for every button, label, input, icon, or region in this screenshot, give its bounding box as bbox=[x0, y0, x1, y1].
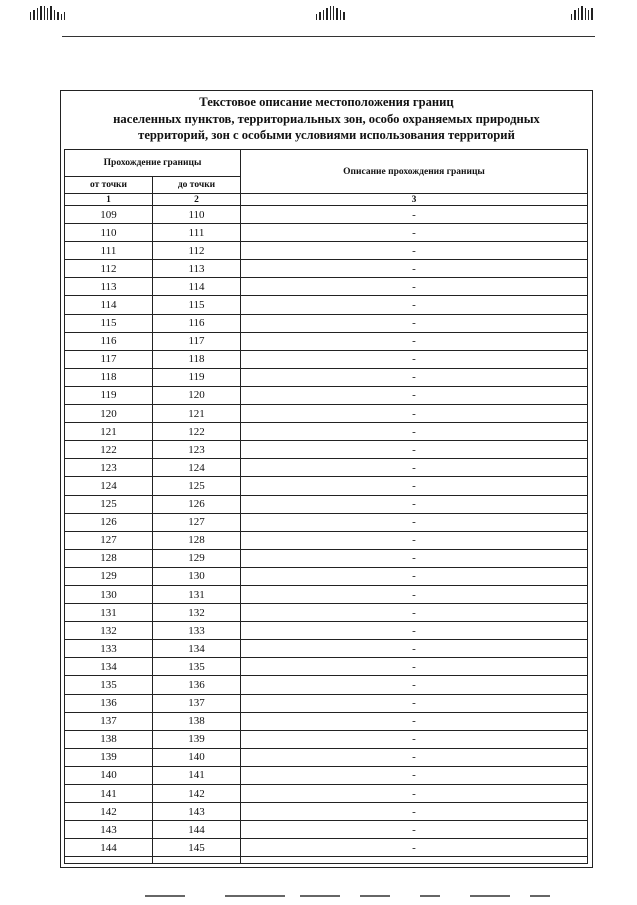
from-point-cell: 124 bbox=[65, 477, 153, 495]
description-cell: - bbox=[241, 567, 588, 585]
table-row bbox=[65, 459, 588, 477]
table-row bbox=[65, 386, 588, 404]
to-point-cell: 111 bbox=[153, 224, 241, 242]
from-point-cell: 138 bbox=[65, 730, 153, 748]
from-point-cell: 137 bbox=[65, 712, 153, 730]
to-point-cell: 138 bbox=[153, 712, 241, 730]
to-point-cell: 129 bbox=[153, 549, 241, 567]
from-point-cell: 119 bbox=[65, 386, 153, 404]
table-row bbox=[65, 785, 588, 803]
column-number-row bbox=[65, 194, 588, 206]
to-point-cell: 113 bbox=[153, 260, 241, 278]
description-cell: - bbox=[241, 712, 588, 730]
table-row bbox=[65, 224, 588, 242]
table-row bbox=[65, 748, 588, 766]
to-point-cell: 118 bbox=[153, 350, 241, 368]
from-point-cell: 134 bbox=[65, 658, 153, 676]
description-cell: - bbox=[241, 350, 588, 368]
description-cell: - bbox=[241, 386, 588, 404]
boundary-table bbox=[64, 149, 588, 864]
table-row bbox=[65, 694, 588, 712]
from-point-cell: 123 bbox=[65, 459, 153, 477]
table-row bbox=[65, 821, 588, 839]
to-point-cell: 141 bbox=[153, 766, 241, 784]
empty-cell bbox=[65, 857, 153, 864]
to-point-cell: 132 bbox=[153, 604, 241, 622]
document-frame bbox=[60, 90, 593, 868]
description-cell: - bbox=[241, 278, 588, 296]
table-row bbox=[65, 296, 588, 314]
description-cell: - bbox=[241, 766, 588, 784]
to-point-cell: 116 bbox=[153, 314, 241, 332]
table-row bbox=[65, 477, 588, 495]
from-point-cell: 121 bbox=[65, 423, 153, 441]
description-cell: - bbox=[241, 495, 588, 513]
to-point-cell: 130 bbox=[153, 567, 241, 585]
from-point-cell: 128 bbox=[65, 549, 153, 567]
from-point-cell: 109 bbox=[65, 206, 153, 224]
empty-row bbox=[65, 857, 588, 864]
table-row bbox=[65, 676, 588, 694]
from-point-cell: 111 bbox=[65, 242, 153, 260]
to-point-cell: 112 bbox=[153, 242, 241, 260]
to-point-cell: 127 bbox=[153, 513, 241, 531]
from-point-cell: 135 bbox=[65, 676, 153, 694]
description-cell: - bbox=[241, 694, 588, 712]
from-point-cell: 129 bbox=[65, 567, 153, 585]
from-point-cell: 120 bbox=[65, 405, 153, 423]
from-point-cell: 116 bbox=[65, 332, 153, 350]
description-cell: - bbox=[241, 513, 588, 531]
to-point-cell: 137 bbox=[153, 694, 241, 712]
column-number-3: 3 bbox=[241, 194, 588, 206]
to-point-cell: 140 bbox=[153, 748, 241, 766]
to-point-cell: 144 bbox=[153, 821, 241, 839]
from-point-cell: 125 bbox=[65, 495, 153, 513]
to-point-header: до точки bbox=[153, 177, 241, 194]
to-point-cell: 135 bbox=[153, 658, 241, 676]
to-point-cell: 125 bbox=[153, 477, 241, 495]
description-cell: - bbox=[241, 531, 588, 549]
description-cell: - bbox=[241, 640, 588, 658]
description-cell: - bbox=[241, 224, 588, 242]
table-row bbox=[65, 260, 588, 278]
table-row bbox=[65, 766, 588, 784]
from-point-cell: 112 bbox=[65, 260, 153, 278]
to-point-cell: 120 bbox=[153, 386, 241, 404]
description-cell: - bbox=[241, 405, 588, 423]
column-number-1: 1 bbox=[65, 194, 153, 206]
from-point-cell: 118 bbox=[65, 368, 153, 386]
table-row bbox=[65, 368, 588, 386]
header-rule bbox=[62, 36, 595, 37]
table-row bbox=[65, 803, 588, 821]
table-row bbox=[65, 278, 588, 296]
table-row bbox=[65, 332, 588, 350]
table-row bbox=[65, 549, 588, 567]
table-row bbox=[65, 513, 588, 531]
to-point-cell: 143 bbox=[153, 803, 241, 821]
to-point-cell: 133 bbox=[153, 622, 241, 640]
from-point-cell: 117 bbox=[65, 350, 153, 368]
description-cell: - bbox=[241, 785, 588, 803]
table-row bbox=[65, 242, 588, 260]
column-number-2: 2 bbox=[153, 194, 241, 206]
from-point-cell: 131 bbox=[65, 604, 153, 622]
header-row-1 bbox=[65, 150, 588, 177]
footer-scan-marks bbox=[0, 893, 637, 899]
description-cell: - bbox=[241, 622, 588, 640]
table-row bbox=[65, 531, 588, 549]
table-row bbox=[65, 350, 588, 368]
to-point-cell: 115 bbox=[153, 296, 241, 314]
description-cell: - bbox=[241, 585, 588, 603]
from-point-cell: 113 bbox=[65, 278, 153, 296]
table-row bbox=[65, 640, 588, 658]
from-point-cell: 139 bbox=[65, 748, 153, 766]
from-point-header: от точки bbox=[65, 177, 153, 194]
description-cell: - bbox=[241, 676, 588, 694]
table-row bbox=[65, 567, 588, 585]
table-row bbox=[65, 839, 588, 857]
from-point-cell: 143 bbox=[65, 821, 153, 839]
from-point-cell: 133 bbox=[65, 640, 153, 658]
from-point-cell: 114 bbox=[65, 296, 153, 314]
title-line-1: Текстовое описание местоположения границ bbox=[199, 95, 454, 109]
document-title bbox=[61, 91, 592, 149]
to-point-cell: 145 bbox=[153, 839, 241, 857]
to-point-cell: 131 bbox=[153, 585, 241, 603]
description-cell: - bbox=[241, 314, 588, 332]
table-row bbox=[65, 658, 588, 676]
from-point-cell: 127 bbox=[65, 531, 153, 549]
description-cell: - bbox=[241, 803, 588, 821]
table-row bbox=[65, 495, 588, 513]
description-cell: - bbox=[241, 604, 588, 622]
to-point-cell: 114 bbox=[153, 278, 241, 296]
empty-cell bbox=[153, 857, 241, 864]
scan-marks-center bbox=[316, 6, 345, 20]
description-cell: - bbox=[241, 332, 588, 350]
from-point-cell: 126 bbox=[65, 513, 153, 531]
table-row bbox=[65, 206, 588, 224]
table-row bbox=[65, 604, 588, 622]
to-point-cell: 128 bbox=[153, 531, 241, 549]
from-point-cell: 144 bbox=[65, 839, 153, 857]
table-row bbox=[65, 423, 588, 441]
to-point-cell: 110 bbox=[153, 206, 241, 224]
from-point-cell: 122 bbox=[65, 441, 153, 459]
title-line-3: территорий, зон с особыми условиями использования территорий bbox=[138, 128, 515, 143]
to-point-cell: 119 bbox=[153, 368, 241, 386]
from-point-cell: 130 bbox=[65, 585, 153, 603]
table-row bbox=[65, 441, 588, 459]
passage-header: Прохождение границы bbox=[65, 150, 241, 177]
to-point-cell: 117 bbox=[153, 332, 241, 350]
description-cell: - bbox=[241, 549, 588, 567]
scan-marks-left bbox=[30, 6, 65, 20]
from-point-cell: 141 bbox=[65, 785, 153, 803]
description-cell: - bbox=[241, 821, 588, 839]
to-point-cell: 121 bbox=[153, 405, 241, 423]
description-cell: - bbox=[241, 658, 588, 676]
description-header: Описание прохождения границы bbox=[241, 150, 588, 194]
table-row bbox=[65, 730, 588, 748]
description-cell: - bbox=[241, 206, 588, 224]
to-point-cell: 123 bbox=[153, 441, 241, 459]
to-point-cell: 134 bbox=[153, 640, 241, 658]
description-cell: - bbox=[241, 748, 588, 766]
from-point-cell: 115 bbox=[65, 314, 153, 332]
description-cell: - bbox=[241, 242, 588, 260]
scan-marks-right bbox=[571, 6, 593, 20]
description-cell: - bbox=[241, 730, 588, 748]
description-cell: - bbox=[241, 839, 588, 857]
table-row bbox=[65, 585, 588, 603]
to-point-cell: 126 bbox=[153, 495, 241, 513]
description-cell: - bbox=[241, 459, 588, 477]
table-row bbox=[65, 712, 588, 730]
table-row bbox=[65, 405, 588, 423]
description-cell: - bbox=[241, 423, 588, 441]
description-cell: - bbox=[241, 296, 588, 314]
description-cell: - bbox=[241, 260, 588, 278]
to-point-cell: 139 bbox=[153, 730, 241, 748]
from-point-cell: 142 bbox=[65, 803, 153, 821]
table-row bbox=[65, 314, 588, 332]
table-row bbox=[65, 622, 588, 640]
empty-cell bbox=[241, 857, 588, 864]
description-cell: - bbox=[241, 477, 588, 495]
description-cell: - bbox=[241, 441, 588, 459]
to-point-cell: 122 bbox=[153, 423, 241, 441]
to-point-cell: 136 bbox=[153, 676, 241, 694]
to-point-cell: 124 bbox=[153, 459, 241, 477]
to-point-cell: 142 bbox=[153, 785, 241, 803]
from-point-cell: 136 bbox=[65, 694, 153, 712]
title-line-2: населенных пунктов, территориальных зон, особо охраняемых природных bbox=[113, 111, 540, 126]
description-cell: - bbox=[241, 368, 588, 386]
from-point-cell: 110 bbox=[65, 224, 153, 242]
from-point-cell: 140 bbox=[65, 766, 153, 784]
from-point-cell: 132 bbox=[65, 622, 153, 640]
